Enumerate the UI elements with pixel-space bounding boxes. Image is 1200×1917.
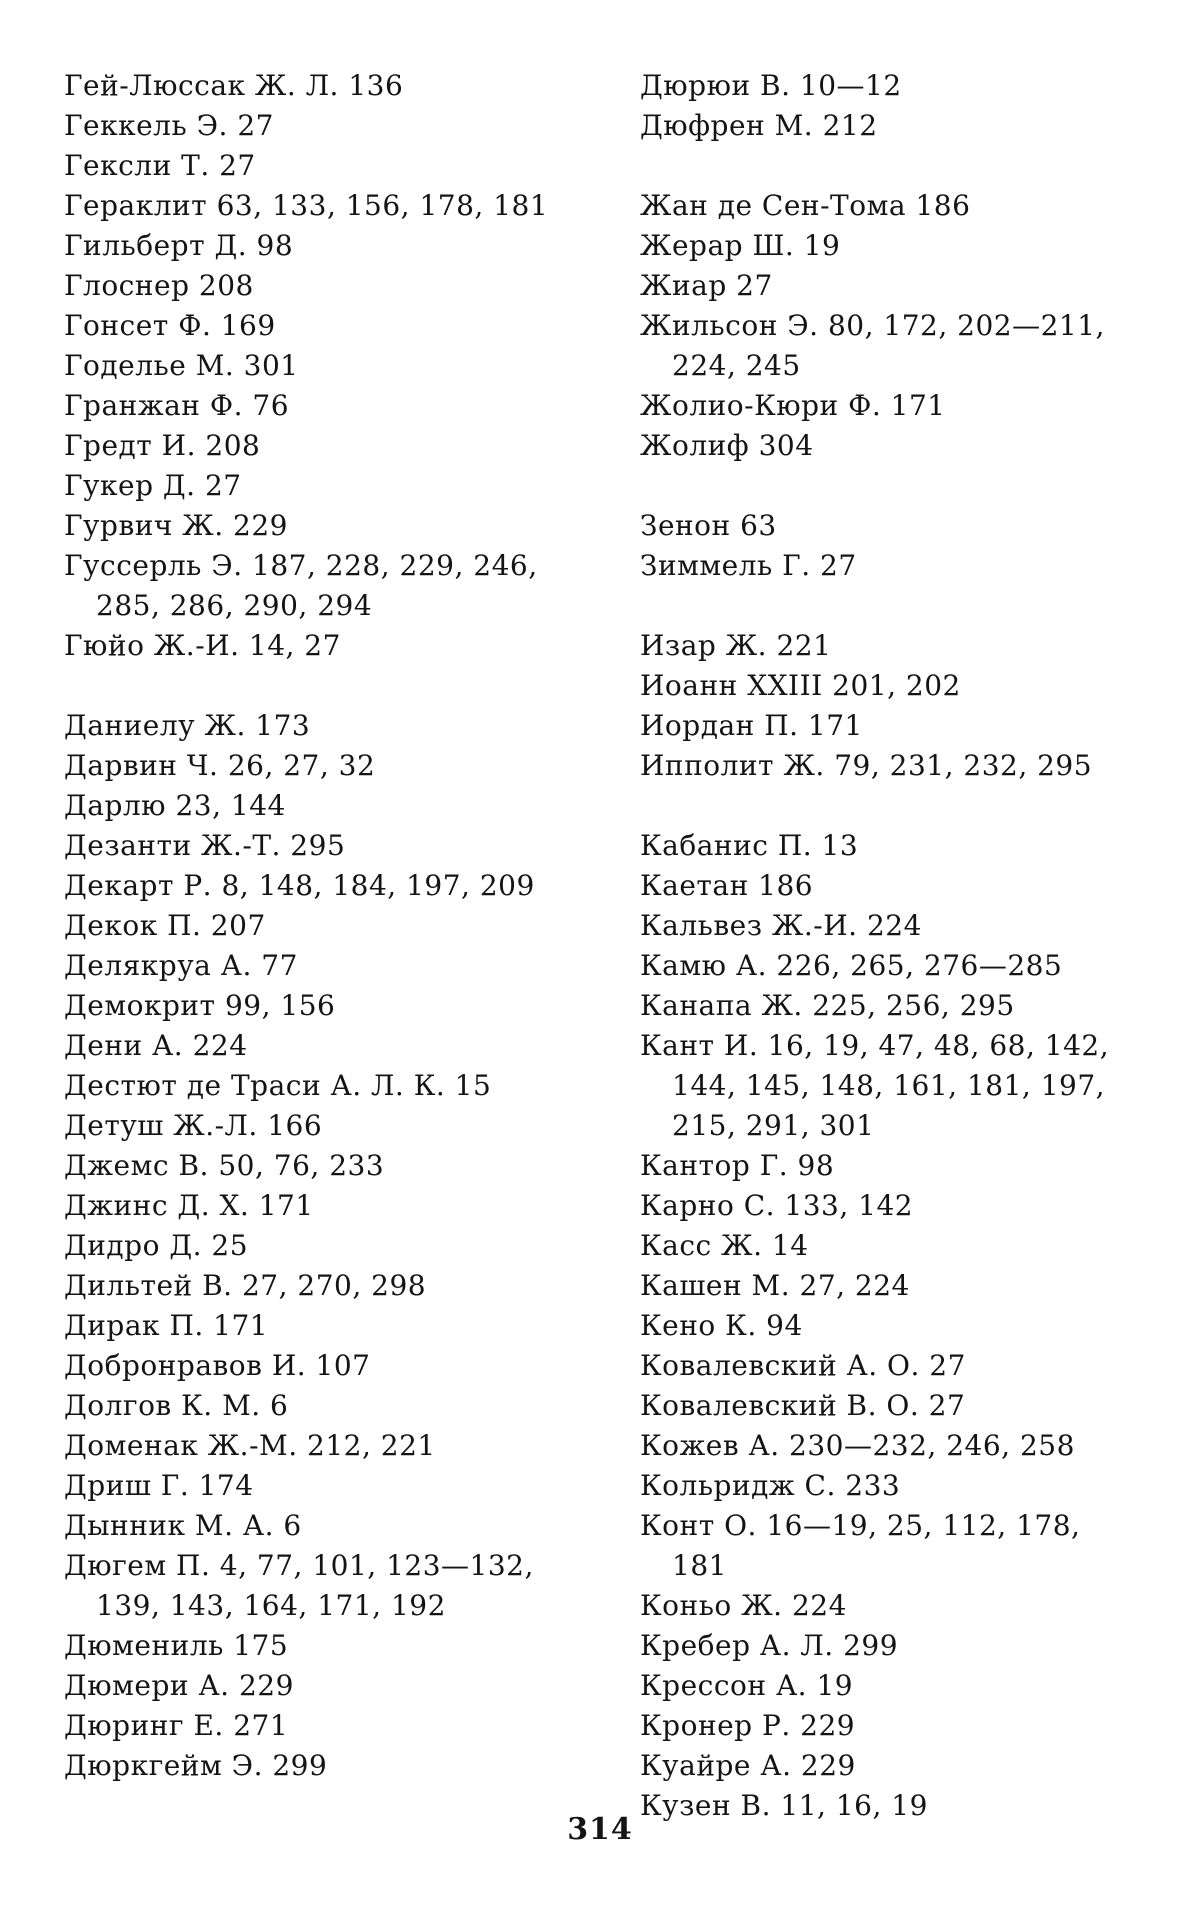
index-entry-line: Джемс В. 50, 76, 233 bbox=[64, 1149, 385, 1182]
index-entry bbox=[64, 1146, 584, 1186]
index-entry bbox=[640, 1586, 1160, 1626]
index-entry-line: Жиар 27 bbox=[640, 269, 773, 302]
index-entry bbox=[64, 1386, 584, 1426]
index-entry bbox=[64, 146, 584, 186]
index-entry-line: Гукер Д. 27 bbox=[64, 469, 242, 502]
section-gap bbox=[640, 586, 1160, 626]
index-entry-line: Доменак Ж.-М. 212, 221 bbox=[64, 1429, 436, 1462]
index-entry-line: Гексли Т. 27 bbox=[64, 149, 256, 182]
index-entry-continuation: 181 bbox=[672, 1549, 727, 1582]
index-entry bbox=[64, 1026, 584, 1066]
index-entry-line: Крессон А. 19 bbox=[640, 1669, 854, 1702]
index-entry bbox=[640, 306, 1160, 386]
index-entry bbox=[64, 266, 584, 306]
index-entry-line: Кребер А. Л. 299 bbox=[640, 1629, 899, 1662]
index-entry-line: Жильсон Э. 80, 172, 202—211, bbox=[640, 309, 1105, 342]
index-entry bbox=[64, 386, 584, 426]
index-entry-line: Иоанн XXIII 201, 202 bbox=[640, 669, 961, 702]
index-entry bbox=[64, 1706, 584, 1746]
index-entry bbox=[64, 1666, 584, 1706]
index-entry-line: Дюгем П. 4, 77, 101, 123—132, bbox=[64, 1549, 534, 1582]
index-entry-line: Гурвич Ж. 229 bbox=[64, 509, 288, 542]
index-entry bbox=[640, 906, 1160, 946]
index-entry-line: Дезанти Ж.-Т. 295 bbox=[64, 829, 346, 862]
index-entry bbox=[640, 746, 1160, 786]
index-entry-line: Добронравов И. 107 bbox=[64, 1349, 371, 1382]
index-entry-line: Детуш Ж.-Л. 166 bbox=[64, 1109, 323, 1142]
index-entry bbox=[640, 506, 1160, 546]
index-entry bbox=[64, 546, 584, 626]
index-entry-line: Ковалевский В. О. 27 bbox=[640, 1389, 966, 1422]
index-entry-line: Дюркгейм Э. 299 bbox=[64, 1749, 328, 1782]
index-entry-line: Гильберт Д. 98 bbox=[64, 229, 294, 262]
index-entry-line: Дюрюи В. 10—12 bbox=[640, 69, 902, 102]
index-entry-line: Даниелу Ж. 173 bbox=[64, 709, 311, 742]
index-entry-line: Кашен М. 27, 224 bbox=[640, 1269, 910, 1302]
index-entry bbox=[64, 626, 584, 666]
index-entry bbox=[640, 1306, 1160, 1346]
index-entry bbox=[640, 1266, 1160, 1306]
index-entry-line: Гюйо Ж.-И. 14, 27 bbox=[64, 629, 341, 662]
index-entry-line: Гредт И. 208 bbox=[64, 429, 261, 462]
index-entry bbox=[64, 226, 584, 266]
index-entry-line: Декарт Р. 8, 148, 184, 197, 209 bbox=[64, 869, 535, 902]
index-entry-line: Годелье М. 301 bbox=[64, 349, 299, 382]
index-entry-line: Канапа Ж. 225, 256, 295 bbox=[640, 989, 1015, 1022]
index-entry bbox=[640, 426, 1160, 466]
index-entry-line: Жан де Сен-Тома 186 bbox=[640, 189, 971, 222]
index-entry-line: Иордан П. 171 bbox=[640, 709, 863, 742]
index-entry-continuation: 139, 143, 164, 171, 192 bbox=[96, 1589, 446, 1622]
index-entry-line: Ковалевский А. О. 27 bbox=[640, 1349, 966, 1382]
index-entry bbox=[64, 1226, 584, 1266]
index-entry-line: Конт О. 16—19, 25, 112, 178, bbox=[640, 1509, 1081, 1542]
index-entry-continuation: 285, 286, 290, 294 bbox=[96, 589, 373, 622]
index-entry bbox=[64, 1506, 584, 1546]
index-entry-continuation: 224, 245 bbox=[672, 349, 801, 382]
index-entry bbox=[64, 1346, 584, 1386]
index-entry bbox=[64, 306, 584, 346]
index-entry-line: Кено К. 94 bbox=[640, 1309, 803, 1342]
index-entry-line: Джинс Д. Х. 171 bbox=[64, 1189, 314, 1222]
index-entry-line: Камю А. 226, 265, 276—285 bbox=[640, 949, 1063, 982]
index-entry-line: Гуссерль Э. 187, 228, 229, 246, bbox=[64, 549, 538, 582]
index-entry-line: Жолиф 304 bbox=[640, 429, 814, 462]
index-entry bbox=[640, 1426, 1160, 1466]
index-entry bbox=[64, 1466, 584, 1506]
index-entry bbox=[64, 746, 584, 786]
index-entry-line: Коньо Ж. 224 bbox=[640, 1589, 847, 1622]
index-entry bbox=[640, 186, 1160, 226]
index-entry bbox=[640, 1626, 1160, 1666]
index-entry-line: Дюмениль 175 bbox=[64, 1629, 289, 1662]
index-entry bbox=[64, 1546, 584, 1626]
index-entry bbox=[640, 1466, 1160, 1506]
index-entry bbox=[640, 1026, 1160, 1146]
index-entry bbox=[64, 986, 584, 1026]
index-entry-line: Делякруа А. 77 bbox=[64, 949, 298, 982]
index-entry-line: Гей-Люссак Ж. Л. 136 bbox=[64, 69, 404, 102]
index-entry bbox=[640, 1346, 1160, 1386]
index-entry bbox=[640, 626, 1160, 666]
index-entry bbox=[64, 826, 584, 866]
section-gap bbox=[640, 146, 1160, 186]
index-entry bbox=[64, 466, 584, 506]
section-gap bbox=[64, 666, 584, 706]
index-entry bbox=[64, 186, 584, 226]
index-entry bbox=[640, 546, 1160, 586]
index-entry-line: Декок П. 207 bbox=[64, 909, 266, 942]
index-entry-line: Дюринг Е. 271 bbox=[64, 1709, 289, 1742]
index-entry bbox=[640, 1146, 1160, 1186]
index-entry bbox=[640, 1506, 1160, 1586]
index-entry-line: Дильтей В. 27, 270, 298 bbox=[64, 1269, 427, 1302]
index-column-right bbox=[640, 66, 1160, 1826]
index-entry-line: Кузен В. 11, 16, 19 bbox=[640, 1789, 928, 1822]
index-entry-line: Дарвин Ч. 26, 27, 32 bbox=[64, 749, 376, 782]
index-entry-line: Куайре А. 229 bbox=[640, 1749, 856, 1782]
index-entry-line: Кольридж С. 233 bbox=[640, 1469, 901, 1502]
index-entry-line: Гонсет Ф. 169 bbox=[64, 309, 276, 342]
index-entry bbox=[64, 866, 584, 906]
index-entry-line: Долгов К. М. 6 bbox=[64, 1389, 289, 1422]
index-entry-line: Кантор Г. 98 bbox=[640, 1149, 835, 1182]
index-entry-line: Дюфрен М. 212 bbox=[640, 109, 878, 142]
index-entry bbox=[640, 1746, 1160, 1786]
index-entry bbox=[64, 426, 584, 466]
index-entry-line: Геккель Э. 27 bbox=[64, 109, 274, 142]
index-entry bbox=[640, 1186, 1160, 1226]
index-entry bbox=[64, 706, 584, 746]
index-entry bbox=[64, 1066, 584, 1106]
index-entry bbox=[64, 346, 584, 386]
index-entry bbox=[64, 946, 584, 986]
index-entry bbox=[640, 986, 1160, 1026]
index-entry-line: Дриш Г. 174 bbox=[64, 1469, 254, 1502]
index-entry-line: Демокрит 99, 156 bbox=[64, 989, 336, 1022]
index-entry bbox=[640, 1226, 1160, 1266]
index-entry bbox=[640, 226, 1160, 266]
index-entry bbox=[64, 786, 584, 826]
index-entry bbox=[64, 1306, 584, 1346]
index-entry bbox=[640, 106, 1160, 146]
index-entry-line: Кожев А. 230—232, 246, 258 bbox=[640, 1429, 1075, 1462]
index-entry bbox=[640, 1706, 1160, 1746]
index-entry-line: Каетан 186 bbox=[640, 869, 814, 902]
index-entry-line: Гранжан Ф. 76 bbox=[64, 389, 290, 422]
index-entry bbox=[640, 266, 1160, 306]
index-column-left bbox=[64, 66, 584, 1786]
index-entry-line: Дынник М. А. 6 bbox=[64, 1509, 302, 1542]
section-gap bbox=[640, 466, 1160, 506]
index-entry bbox=[640, 1386, 1160, 1426]
index-entry-continuation: 144, 145, 148, 161, 181, 197, bbox=[672, 1069, 1106, 1102]
index-entry bbox=[64, 1106, 584, 1146]
index-entry-line: Ипполит Ж. 79, 231, 232, 295 bbox=[640, 749, 1093, 782]
index-entry bbox=[64, 906, 584, 946]
index-entry-line: Дидро Д. 25 bbox=[64, 1229, 249, 1262]
index-entry-line: Кальвез Ж.-И. 224 bbox=[640, 909, 922, 942]
index-entry-line: Дестют де Траси А. Л. К. 15 bbox=[64, 1069, 492, 1102]
index-entry-line: Кант И. 16, 19, 47, 48, 68, 142, bbox=[640, 1029, 1110, 1062]
index-entry-line: Кронер Р. 229 bbox=[640, 1709, 856, 1742]
index-entry bbox=[640, 666, 1160, 706]
index-entry bbox=[64, 66, 584, 106]
section-gap bbox=[640, 786, 1160, 826]
index-entry-continuation: 215, 291, 301 bbox=[672, 1109, 875, 1142]
index-entry-line: Изар Ж. 221 bbox=[640, 629, 832, 662]
index-entry bbox=[64, 106, 584, 146]
index-entry bbox=[640, 386, 1160, 426]
index-entry-line: Кабанис П. 13 bbox=[640, 829, 859, 862]
index-entry-line: Зиммель Г. 27 bbox=[640, 549, 857, 582]
index-entry bbox=[64, 1426, 584, 1466]
index-entry-line: Дюмери А. 229 bbox=[64, 1669, 294, 1702]
index-entry bbox=[640, 866, 1160, 906]
index-entry-line: Гераклит 63, 133, 156, 178, 181 bbox=[64, 189, 549, 222]
index-entry-line: Жолио-Кюри Ф. 171 bbox=[640, 389, 946, 422]
index-entry bbox=[64, 1746, 584, 1786]
index-entry bbox=[640, 706, 1160, 746]
index-entry bbox=[64, 1626, 584, 1666]
index-entry bbox=[64, 1266, 584, 1306]
index-entry-line: Зенон 63 bbox=[640, 509, 777, 542]
index-entry bbox=[64, 506, 584, 546]
index-entry-line: Карно С. 133, 142 bbox=[640, 1189, 914, 1222]
index-entry bbox=[640, 946, 1160, 986]
page-number: 314 bbox=[567, 1812, 633, 1847]
index-entry-line: Дарлю 23, 144 bbox=[64, 789, 286, 822]
index-entry bbox=[640, 66, 1160, 106]
index-entry-line: Дирак П. 171 bbox=[64, 1309, 269, 1342]
index-entry bbox=[64, 1186, 584, 1226]
index-entry-line: Жерар Ш. 19 bbox=[640, 229, 841, 262]
index-entry bbox=[640, 1666, 1160, 1706]
index-entry bbox=[640, 826, 1160, 866]
index-entry-line: Глоснер 208 bbox=[64, 269, 254, 302]
index-entry-line: Касс Ж. 14 bbox=[640, 1229, 809, 1262]
index-entry-line: Дени А. 224 bbox=[64, 1029, 248, 1062]
